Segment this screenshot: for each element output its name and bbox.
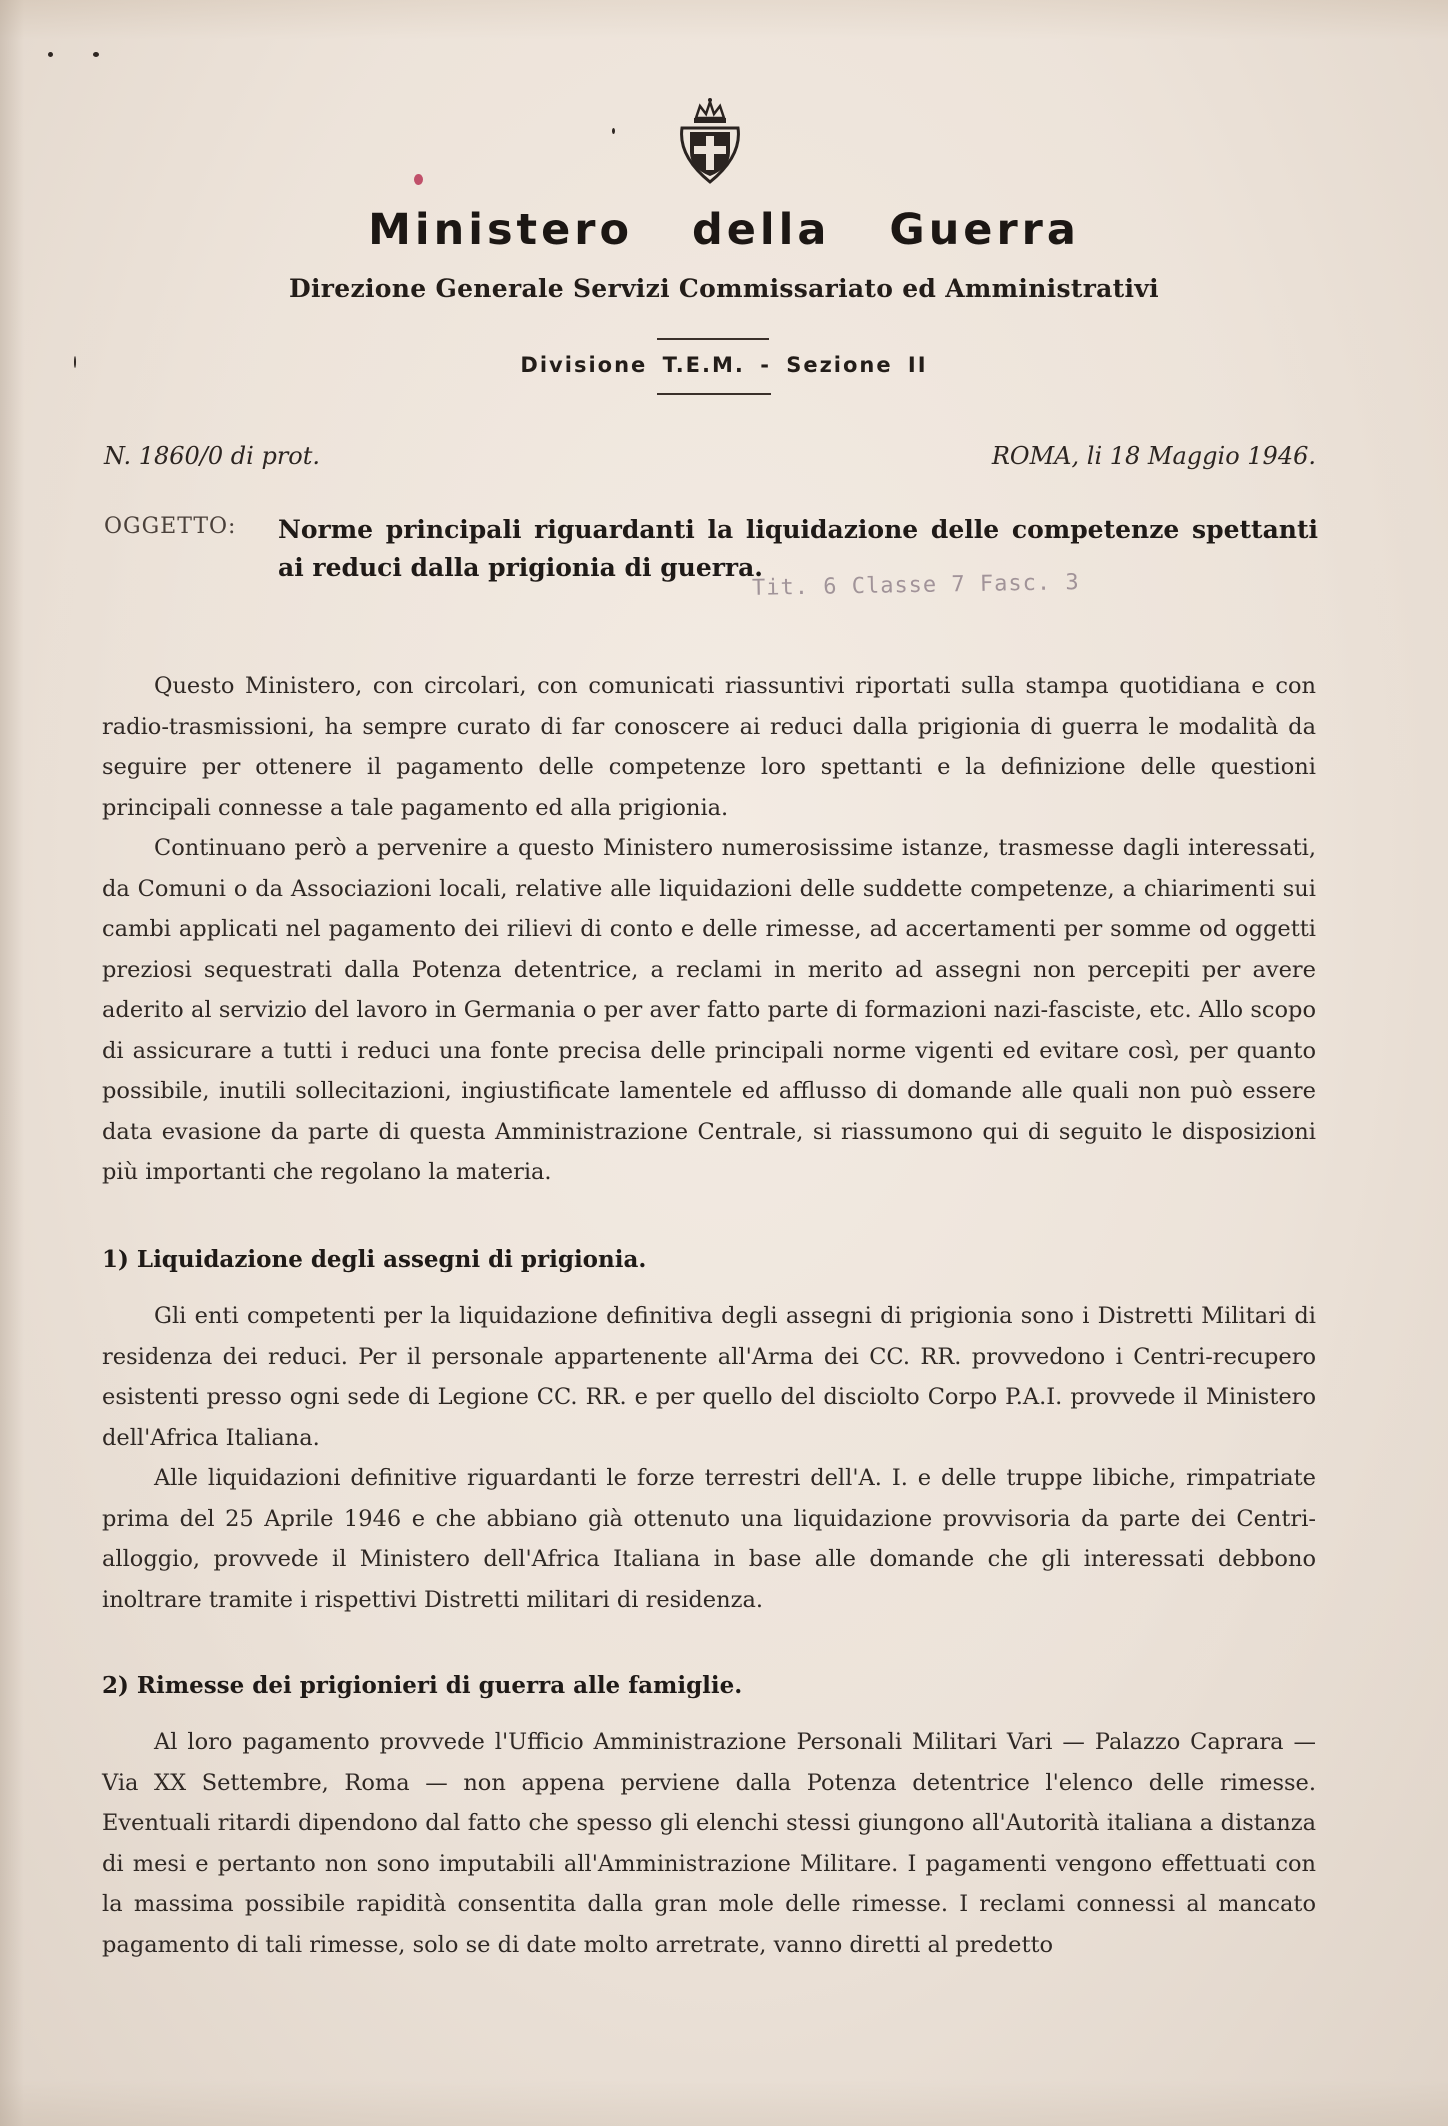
paragraph: Alle liquidazioni definitive riguardanti le forze terrestri dell'A. I. e delle truppe libiche, rimpatriate prima del 25 Aprile 1946 e che abbiano già ottenuto una liquidazione provvisoria da parte dei Centri-alloggio, provvede il Ministero dell'Africa Italiana in base alle domande che gli interessati debbono inoltrare tramite i rispettivi Distretti militari di residenza. bbox=[102, 1465, 1316, 1613]
paper-speck bbox=[48, 52, 53, 57]
protocol-number: N. 1860/0 di prot. bbox=[104, 442, 321, 470]
paragraph: Questo Ministero, con circolari, con comunicati riassuntivi riportati sulla stampa quotidiana e con radio-trasmissioni, ha sempre curato di far conoscere ai reduci dalla prigionia di guerra le modalità da seguire per ottenere il pagamento delle competenze loro spettanti e la definizione delle questioni principali connesse a tale pagamento ed alla prigionia. bbox=[102, 673, 1316, 821]
paper-speck bbox=[74, 356, 76, 368]
section-1-block bbox=[102, 1296, 1316, 1620]
intro-block bbox=[102, 666, 1316, 1193]
place-date: ROMA, li 18 Maggio 1946. bbox=[991, 442, 1316, 470]
paper-speck bbox=[414, 174, 423, 185]
divider bbox=[657, 338, 769, 340]
paper-speck bbox=[93, 52, 99, 57]
division-line: Divisione T.E.M. - Sezione II bbox=[520, 353, 928, 377]
subject-text: Norme principali riguardanti la liquidazione delle competenze spettanti ai reduci dalla prigionia di guerra. bbox=[278, 515, 1318, 582]
direction-subtitle: Direzione Generale Servizi Commissariato ed Amministrativi bbox=[289, 274, 1159, 303]
paragraph: Al loro pagamento provvede l'Ufficio Amministrazione Personali Militari Vari — Palazzo Caprara — Via XX Settembre, Roma — non appena perviene dalla Potenza detentrice l'elenco delle rimesse. Eventuali ritardi dipendono dal fatto che spesso gli elenchi stessi giungono all'Autorità italiana a distanza di mesi e pertanto non sono imputabili all'Amministrazione Militare. I pagamenti vengono effettuati con la massima possibile rapidità consentita dalla gran mole delle rimesse. I reclami connessi al mancato pagamento di tali rimesse, solo se di date molto arretrate, vanno diretti al predetto bbox=[102, 1729, 1316, 1958]
section-heading: 1) Liquidazione degli assegni di prigionia. bbox=[102, 1246, 647, 1273]
section-2-block bbox=[102, 1722, 1316, 1965]
savoy-crest-icon bbox=[674, 96, 746, 186]
paragraph: Continuano però a pervenire a questo Ministero numerosissime istanze, trasmesse dagli interessati, da Comuni o da Associazioni locali, relative alle liquidazioni delle suddette competenze, a chiarimenti sui cambi applicati nel pagamento dei rilievi di conto e delle rimesse, ad accertamenti per somme od oggetti preziosi sequestrati dalla Potenza detentrice, a reclami in merito ad assegni non percepiti per avere aderito al servizio del lavoro in Germania o per aver fatto parte di formazioni nazi-fasciste, etc. Allo scopo di assicurare a tutti i reduci una fonte precisa delle principali norme vigenti ed evitare così, per quanto possibile, inutili sollecitazioni, ingiustificate lamentele ed afflusso di domande alle quali non può essere data evasione da parte di questa Amministrazione Centrale, si riassumono qui di seguito le disposizioni più importanti che regolano la materia. bbox=[102, 835, 1316, 1185]
paragraph: Gli enti competenti per la liquidazione definitiva degli assegni di prigionia sono i Distretti Militari di residenza dei reduci. Per il personale appartenente all'Arma dei CC. RR. provvedono i Centri-recupero esistenti presso ogni sede di Legione CC. RR. e per quello del disciolto Corpo P.A.I. provvede il Ministero dell'Africa Italiana. bbox=[102, 1303, 1316, 1451]
archive-stamp: Tit. 6 Classe 7 Fasc. 3 bbox=[751, 570, 1080, 601]
divider bbox=[657, 393, 771, 395]
subject-label: OGGETTO: bbox=[104, 514, 237, 539]
ministry-title: Ministero della Guerra bbox=[368, 205, 1080, 255]
paper-speck bbox=[612, 128, 615, 134]
section-heading: 2) Rimesse dei prigionieri di guerra alle famiglie. bbox=[102, 1672, 743, 1699]
